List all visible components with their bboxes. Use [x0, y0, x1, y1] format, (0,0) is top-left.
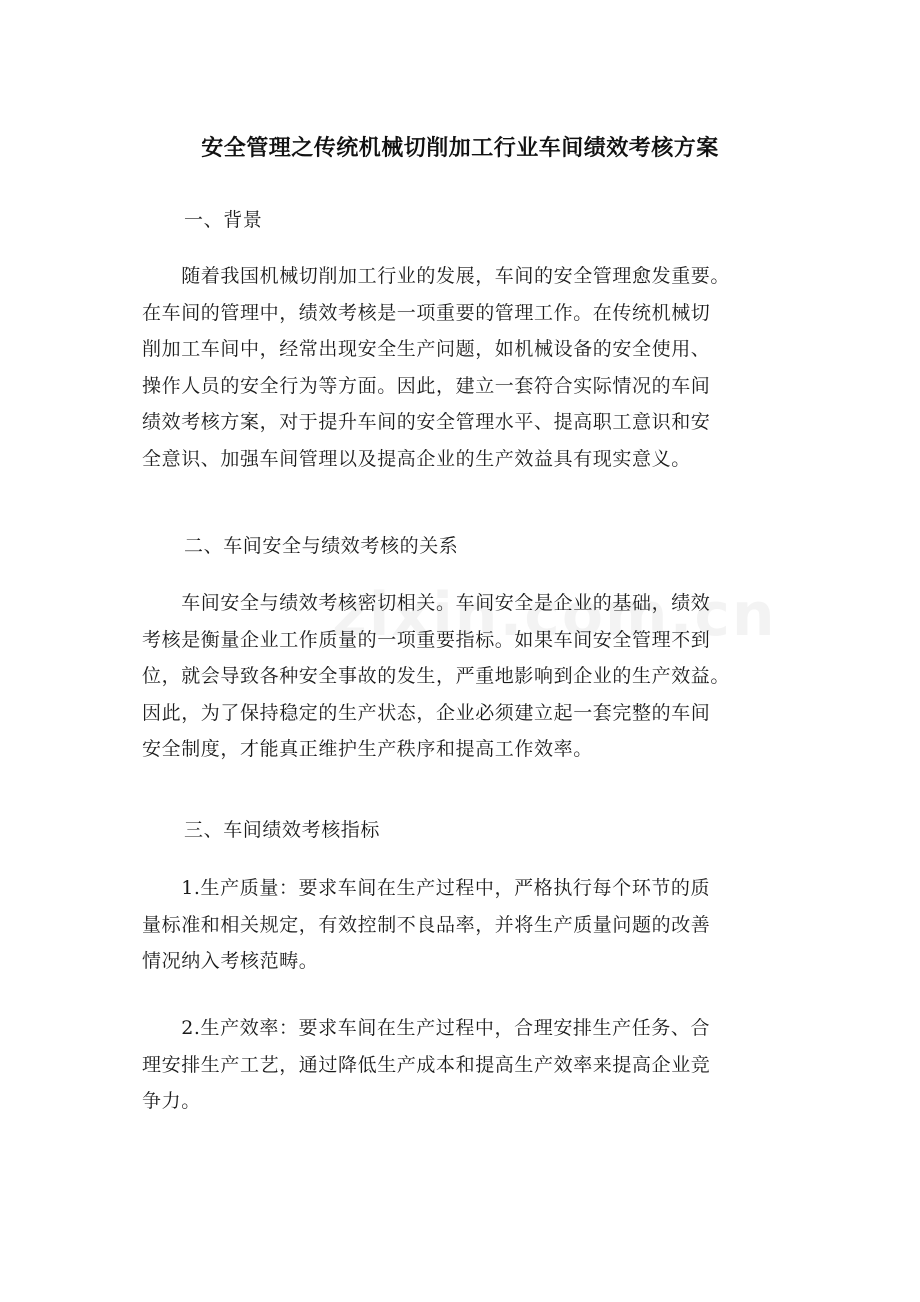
section-heading-background: 一、背景	[184, 209, 263, 231]
document-title: 安全管理之传统机械切削加工行业车间绩效考核方案	[201, 136, 719, 161]
paragraph-line: 1.生产质量：要求车间在生产过程中，严格执行每个环节的质	[142, 877, 711, 899]
section-paragraph-relationship	[142, 585, 802, 768]
paragraph-line: 位，就会导致各种安全事故的发生，严重地影响到企业的生产效益。	[142, 665, 731, 687]
paragraph-line: 绩效考核方案，对于提升车间的安全管理水平、提高职工意识和安	[142, 411, 711, 433]
paragraph-line: 车间安全与绩效考核密切相关。车间安全是企业的基础，绩效	[142, 592, 711, 614]
paragraph-line: 争力。	[142, 1090, 201, 1112]
indicator-item-efficiency	[142, 1010, 802, 1120]
section-heading-relationship: 二、车间安全与绩效考核的关系	[184, 535, 459, 557]
paragraph-line: 量标准和相关规定，有效控制不良品率，并将生产质量问题的改善	[142, 913, 711, 936]
paragraph-line: 全意识、加强车间管理以及提高企业的生产效益具有现实意义。	[142, 447, 691, 470]
paragraph-line: 在车间的管理中，绩效考核是一项重要的管理工作。在传统机械切	[142, 301, 711, 324]
paragraph-line: 安全制度，才能真正维护生产秩序和提高工作效率。	[142, 738, 593, 760]
paragraph-line: 理安排生产工艺，通过降低生产成本和提高生产效率来提高企业竞	[142, 1053, 711, 1076]
paragraph-line: 随着我国机械切削加工行业的发展，车间的安全管理愈发重要。	[142, 265, 731, 287]
paragraph-line: 2.生产效率：要求车间在生产过程中，合理安排生产任务、合	[142, 1017, 711, 1039]
paragraph-line: 操作人员的安全行为等方面。因此，建立一套符合实际情况的车间	[142, 374, 711, 397]
paragraph-line: 考核是衡量企业工作质量的一项重要指标。如果车间安全管理不到	[142, 628, 711, 651]
section-paragraph-background	[142, 258, 802, 477]
paragraph-line: 因此，为了保持稳定的生产状态，企业必须建立起一套完整的车间	[142, 701, 711, 724]
section-heading-indicators: 三、车间绩效考核指标	[184, 819, 381, 841]
paragraph-line: 情况纳入考核范畴。	[142, 950, 319, 972]
paragraph-line: 削加工车间中，经常出现安全生产问题，如机械设备的安全使用、	[142, 338, 711, 360]
indicator-item-quality	[142, 870, 802, 980]
